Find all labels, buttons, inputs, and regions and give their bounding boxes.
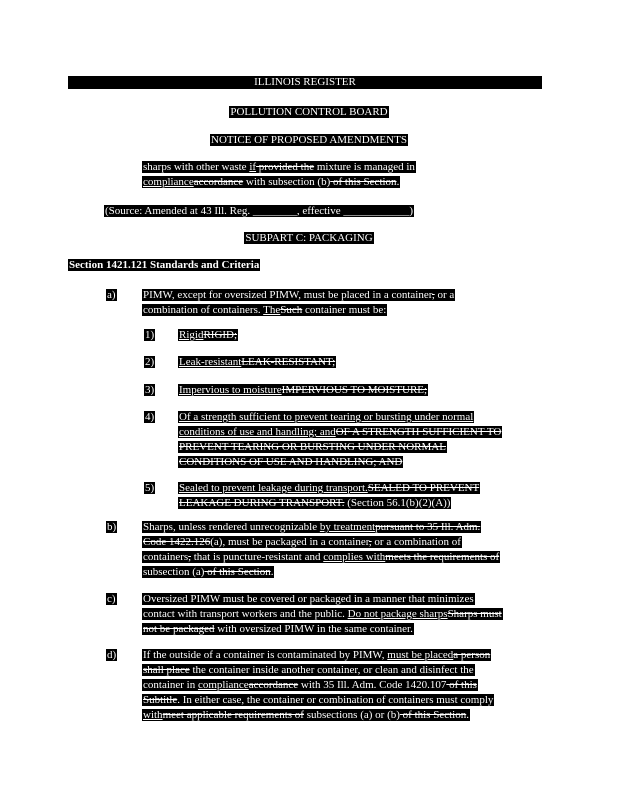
item-5-label: 5) — [145, 482, 155, 494]
section-title: Section 1421.121 Standards and Criteria — [69, 259, 260, 271]
notice-title: NOTICE OF PROPOSED AMENDMENTS — [211, 134, 407, 146]
subsection-c-label: c) — [107, 593, 116, 605]
item-5-text: Sealed to prevent leakage during transport.SEALED TO PREVENT LEAKAGE DURING TRANSPORT. (Section 56.1(b)(2)(A)) — [179, 482, 480, 509]
register-header-bar — [68, 76, 542, 89]
item-1-label: 1) — [145, 329, 155, 341]
item-1-text: RigidRIGID; — [179, 329, 238, 341]
subsection-d-text: If the outside of a container is contaminated by PIMW, must be placeda person shall place the container inside another container, or clean and disinfect the container in complianceaccordance with 35 Ill. Adm. Code 1420.107 of this Subtitle. In either case, the container or combination of containers must comply withmeet applicable requirements of subsections (a) or (b) of this Section. — [143, 649, 494, 721]
item-3-text: Impervious to moistureIMPERVIOUS TO MOISTURE; — [179, 384, 428, 396]
subsection-b-text: Sharps, unless rendered unrecognizable by treatmentpursuant to 35 Ill. Adm. Code 1422.126(a), must be packaged in a container, or a combination of containers, that is puncture-resistant and complies withmeets the requirements of subsection (a) of this Section. — [143, 521, 500, 578]
source-note: (Source: Amended at 43 Ill. Reg. ________, effective ____________) — [105, 205, 414, 217]
subpart-title: SUBPART C: PACKAGING — [245, 232, 373, 244]
subsection-c-text: Oversized PIMW must be covered or packaged in a manner that minimizes contact with transport workers and the public. Do not package sharpsSharps must not be packaged with oversized PIMW in the same container. — [143, 593, 502, 635]
item-4-label: 4) — [145, 411, 155, 423]
intro-paragraph: sharps with other waste if provided the mixture is managed in complianceaccordance with subsection (b) of this Section. — [143, 161, 415, 188]
subsection-b-label: b) — [107, 521, 117, 533]
item-3-label: 3) — [145, 384, 155, 396]
item-2-text: Leak-resistantLEAK-RESISTANT; — [179, 356, 336, 368]
board-title: POLLUTION CONTROL BOARD — [230, 106, 388, 118]
subsection-d-label: d) — [107, 649, 117, 661]
subsection-a-label: a) — [107, 289, 116, 301]
item-4-text: Of a strength sufficient to prevent tearing or bursting under normal conditions of use and handling; andOF A STRENGTH SUFFICIENT TO PREVENT TEARING OR BURSTING UNDER NORMAL CONDITIONS OF USE AND HANDLING; AND — [179, 411, 502, 468]
item-2-label: 2) — [145, 356, 155, 368]
subsection-a-text: PIMW, except for oversized PIMW, must be placed in a container, or a combination of containers. TheSuch container must be: — [143, 289, 455, 316]
register-title: ILLINOIS REGISTER — [254, 76, 356, 88]
